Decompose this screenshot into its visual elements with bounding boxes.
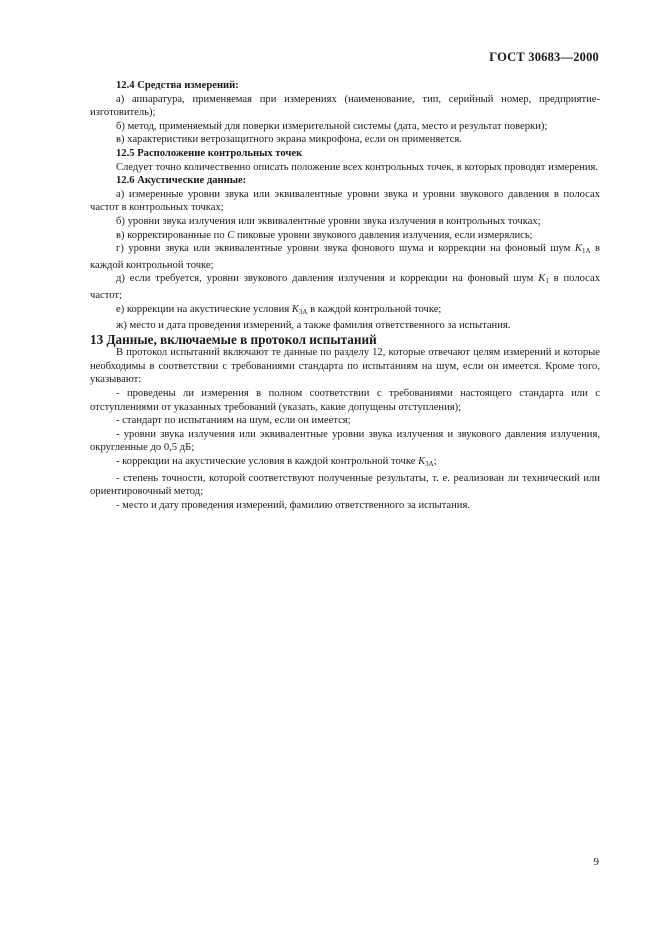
subsection-12-5-title: 12.5 Расположение контрольных точек [116,147,303,159]
subsection-12-4-title: 12.4 Средства измерений: [116,80,239,91]
list-item-13-2: - стандарт по испытаниям на шум, если он имеется; [116,415,351,427]
section-13-intro: В протокол испытаний включают те данные по разделу 12, которые отвечают целям измерений и которые необходимы в соответствии с требованиями стандарта по испытаниям на шум, если он имеется. Кроме того, указывают: [90,347,600,386]
item-12-4-b: б) метод, применяемый для поверки измерительной системы (дата, место и результат поверки); [116,120,548,132]
list-item-13-6: - место и дату проведения измерений, фамилию ответственного за испытания. [116,499,470,511]
document-body [90,79,600,512]
item-12-6-zh: ж) место и дата проведения измерений, а также фамилия ответственного за испытания. [116,320,511,332]
item-12-6-d: д) если требуется, уровни звукового давления излучения и коррекции на фоновый шум $K_1$ в полосах частот; [90,273,600,301]
item-12-4-a: а) аппаратура, применяемая при измерениях (наименование, тип, серийный номер, предприятие-изготовитель); [90,93,600,119]
paragraph-12-5: Следует точно количественно описать положение всех контрольных точек, в которых проводят измерения. [116,161,599,173]
section-13-title: 13 Данные, включаемые в протокол испытаний [90,331,377,347]
page-number: 9 [593,856,599,868]
item-12-6-c: в) корректированные по C пиковые уровни звукового давления излучения, если измерялись; [116,229,533,241]
item-12-4-c: в) характеристики ветрозащитного экрана микрофона, если он применяется. [116,134,462,146]
item-12-6-g: г) уровни звука или эквивалентные уровни звука фонового шума и коррекции на фоновый шум $K_{1A}$ в каждой контрольной точке; [90,243,601,271]
list-item-13-4: - коррекции на акустические условия в каждой контрольной точке $K_{3A}$; [116,456,437,469]
list-item-13-5: - степень точности, которой соответствуют полученные результаты, т. е. реализован ли технический или ориентировочный метод; [90,472,600,498]
item-12-6-b: б) уровни звука излучения или эквивалентные уровни звука излучения в контрольных точках; [116,215,541,227]
item-12-6-e: е) коррекции на акустические условия $K_{3A}$ в каждой контрольной точке; [116,303,442,316]
standard-header: ГОСТ 30683—2000 [489,50,599,64]
subsection-12-6-title: 12.6 Акустические данные: [116,175,247,187]
item-12-6-a: а) измеренные уровни звука или эквивалентные уровни звука и уровни звукового давления в полосах частот в контрольных точках; [90,188,600,214]
list-item-13-1: - проведены ли измерения в полном соответствии с требованиями настоящего стандарта или с отступлениями от указанных требований (указать, какие допущены отступления); [90,388,600,413]
list-item-13-3: - уровни звука излучения или эквивалентные уровни звука излучения и звукового давления излучения, округленные до 0,5 дБ; [90,428,600,454]
